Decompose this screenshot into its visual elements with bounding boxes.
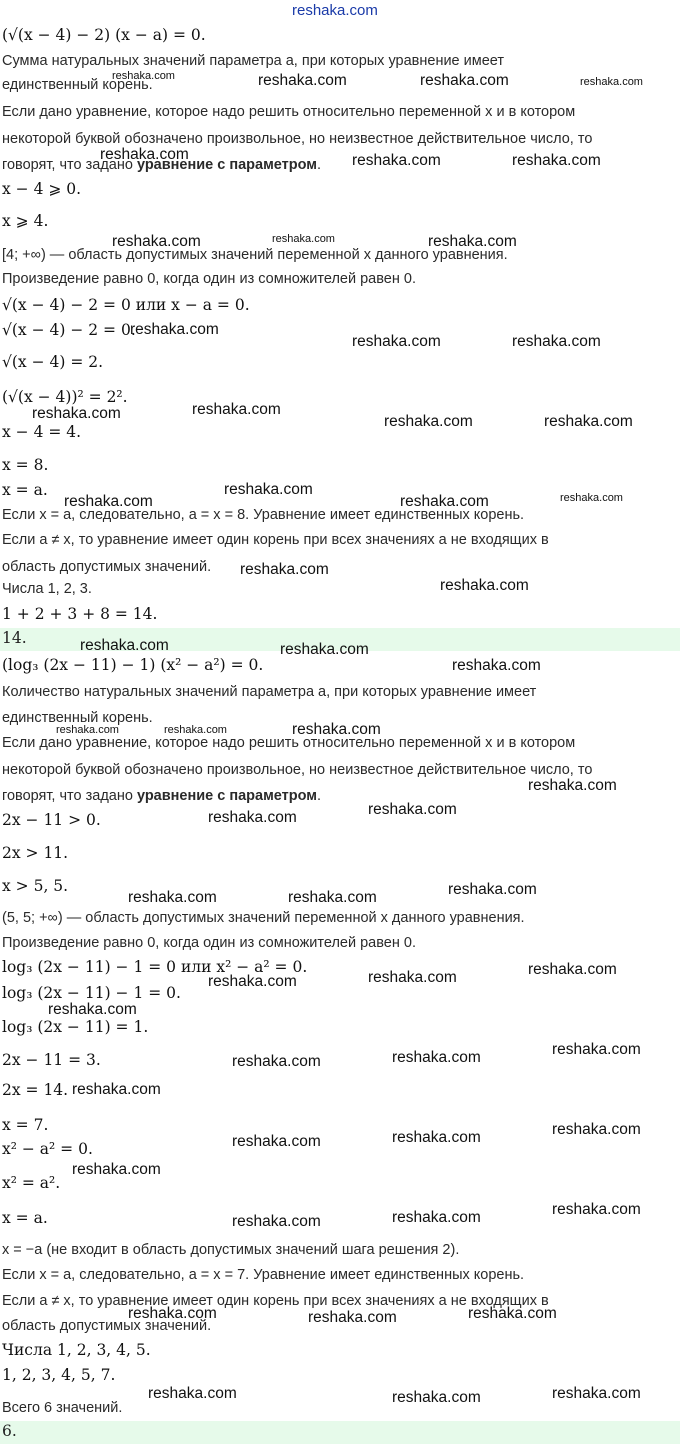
math-line: log₃ (2x − 11) − 1 = 0 или x² − a² = 0. [2, 958, 308, 976]
watermark-text: reshaka.com [468, 1305, 557, 1322]
text-line: Если x = a, следовательно, a = x = 7. Уравнение имеет единственных корень. [2, 1267, 525, 1283]
math-line: x² = a². [2, 1174, 61, 1192]
equation-1: (√(x − 4) − 2) (x − a) = 0. [2, 26, 206, 44]
watermark-text: reshaka.com [552, 1041, 641, 1058]
watermark-text: reshaka.com [56, 724, 119, 736]
site-header[interactable]: reshaka.com [292, 2, 378, 19]
watermark-text: reshaka.com [448, 881, 537, 898]
answer-value: 6. [2, 1422, 17, 1440]
watermark-text: reshaka.com [392, 1129, 481, 1146]
watermark-text: reshaka.com [384, 413, 473, 430]
text-line: (5, 5; +∞) — область допустимых значений переменной x данного уравнения. [2, 910, 525, 926]
watermark-text: reshaka.com [420, 72, 509, 89]
watermark-text: reshaka.com [72, 1161, 161, 1178]
watermark-text: reshaka.com [392, 1389, 481, 1406]
watermark-text: reshaka.com [552, 1385, 641, 1402]
watermark-text: reshaka.com [528, 777, 617, 794]
math-line: (√(x − 4))² = 2². [2, 388, 128, 406]
math-line: √(x − 4) = 2. [2, 353, 104, 371]
text-line: Если a ≠ x, то уравнение имеет один корень при всех значениях a не входящих в [2, 532, 549, 548]
text: говорят, что задано [2, 788, 137, 804]
math-line: x = a. [2, 481, 48, 499]
text-line: Сумма натуральных значений параметра a, при которых уравнение имеет [2, 53, 505, 69]
equation-2: (log₃ (2x − 11) − 1) (x² − a²) = 0. [2, 656, 264, 674]
watermark-text: reshaka.com [232, 1213, 321, 1230]
text-line: Всего 6 значений. [2, 1400, 123, 1416]
watermark-text: reshaka.com [208, 973, 297, 990]
watermark-text: reshaka.com [112, 70, 175, 82]
math-line: log₃ (2x − 11) = 1. [2, 1018, 149, 1036]
watermark-text: reshaka.com [580, 76, 643, 88]
math-line: 2x − 11 = 3. [2, 1051, 101, 1069]
math-line: 2x − 11 > 0. [2, 811, 101, 829]
watermark-text: reshaka.com [32, 405, 121, 422]
text-line: Произведение равно 0, когда один из сомножителей равен 0. [2, 271, 416, 287]
watermark-text: reshaka.com [100, 146, 189, 163]
math-line: x = 7. [2, 1116, 49, 1134]
text-line [2, 788, 321, 804]
math-line: x ⩾ 4. [2, 212, 49, 230]
watermark-text: reshaka.com [280, 641, 369, 658]
math-line: 1, 2, 3, 4, 5, 7. [2, 1366, 116, 1384]
watermark-text: reshaka.com [552, 1121, 641, 1138]
math-line: x − 4 = 4. [2, 423, 82, 441]
watermark-text: reshaka.com [292, 721, 381, 738]
watermark-text: reshaka.com [128, 1305, 217, 1322]
watermark-text: reshaka.com [368, 801, 457, 818]
watermark-text: reshaka.com [512, 333, 601, 350]
math-line: √(x − 4) − 2 = 0. [2, 321, 136, 339]
text-line: x = −a (не входит в область допустимых значений шага решения 2). [2, 1242, 460, 1258]
text-line: некоторой буквой обозначено произвольное, но неизвестное действительное число, то [2, 762, 593, 778]
term-bold: уравнение с параметром [136, 157, 318, 173]
watermark-text: reshaka.com [240, 561, 329, 578]
text-line: единственный корень. [2, 77, 153, 93]
watermark-text: reshaka.com [428, 233, 517, 250]
math-line: x = 8. [2, 456, 49, 474]
math-line: x = a. [2, 1209, 48, 1227]
watermark-text: reshaka.com [272, 233, 335, 245]
watermark-text: reshaka.com [352, 152, 441, 169]
text: говорят, что задано [2, 157, 137, 173]
watermark-text: reshaka.com [48, 1001, 137, 1018]
watermark-text: reshaka.com [392, 1209, 481, 1226]
watermark-text: reshaka.com [308, 1309, 397, 1326]
math-line: √(x − 4) − 2 = 0 или x − a = 0. [2, 296, 250, 314]
text-line: Если дано уравнение, которое надо решить относительно переменной x и в котором [2, 104, 576, 120]
math-line: Числа 1, 2, 3, 4, 5. [2, 1341, 151, 1359]
watermark-text: reshaka.com [258, 72, 347, 89]
watermark-text: reshaka.com [560, 492, 623, 504]
math-line: x − 4 ⩾ 0. [2, 180, 82, 198]
watermark-text: reshaka.com [368, 969, 457, 986]
text-line: Если x = a, следовательно, a = x = 8. Уравнение имеет единственных корень. [2, 507, 525, 523]
watermark-text: reshaka.com [288, 889, 377, 906]
answer-value: 14. [2, 629, 27, 647]
watermark-text: reshaka.com [440, 577, 529, 594]
watermark-text: reshaka.com [128, 889, 217, 906]
watermark-text: reshaka.com [544, 413, 633, 430]
math-line: 2x = 14. [2, 1081, 69, 1099]
text-line: Количество натуральных значений параметра a, при которых уравнение имеет [2, 684, 537, 700]
math-line: x² − a² = 0. [2, 1140, 93, 1158]
watermark-text: reshaka.com [400, 493, 489, 510]
watermark-text: reshaka.com [148, 1385, 237, 1402]
math-line: x > 5, 5. [2, 877, 69, 895]
term-bold: уравнение с параметром [136, 788, 318, 804]
text-line: некоторой буквой обозначено произвольное, но неизвестное действительное число, то [2, 131, 593, 147]
math-line: 1 + 2 + 3 + 8 = 14. [2, 605, 158, 623]
text-line: Если a ≠ x, то уравнение имеет один корень при всех значениях a не входящих в [2, 1293, 549, 1309]
text-line: Произведение равно 0, когда один из сомножителей равен 0. [2, 935, 416, 951]
math-line: 2x > 11. [2, 844, 69, 862]
text-line: область допустимых значений. [2, 559, 212, 575]
text-line: Если дано уравнение, которое надо решить относительно переменной x и в котором [2, 735, 576, 751]
watermark-text: reshaka.com [80, 637, 169, 654]
watermark-text: reshaka.com [112, 233, 201, 250]
answer-box [0, 1421, 680, 1444]
watermark-text: reshaka.com [130, 321, 219, 338]
watermark-text: reshaka.com [232, 1053, 321, 1070]
watermark-text: reshaka.com [232, 1133, 321, 1150]
watermark-text: reshaka.com [208, 809, 297, 826]
watermark-text: reshaka.com [64, 493, 153, 510]
watermark-text: reshaka.com [512, 152, 601, 169]
watermark-text: reshaka.com [528, 961, 617, 978]
watermark-text: reshaka.com [164, 724, 227, 736]
text-line: [4; +∞) — область допустимых значений переменной x данного уравнения. [2, 247, 508, 263]
watermark-text: reshaka.com [72, 1081, 161, 1098]
text-line: единственный корень. [2, 710, 153, 726]
watermark-text: reshaka.com [392, 1049, 481, 1066]
text-line: область допустимых значений. [2, 1318, 212, 1334]
math-line: log₃ (2x − 11) − 1 = 0. [2, 984, 181, 1002]
watermark-text: reshaka.com [452, 657, 541, 674]
watermark-text: reshaka.com [352, 333, 441, 350]
text: . [317, 788, 322, 804]
watermark-text: reshaka.com [192, 401, 281, 418]
watermark-text: reshaka.com [552, 1201, 641, 1218]
text-line: Числа 1, 2, 3. [2, 581, 92, 597]
text: . [317, 157, 322, 173]
watermark-text: reshaka.com [224, 481, 313, 498]
